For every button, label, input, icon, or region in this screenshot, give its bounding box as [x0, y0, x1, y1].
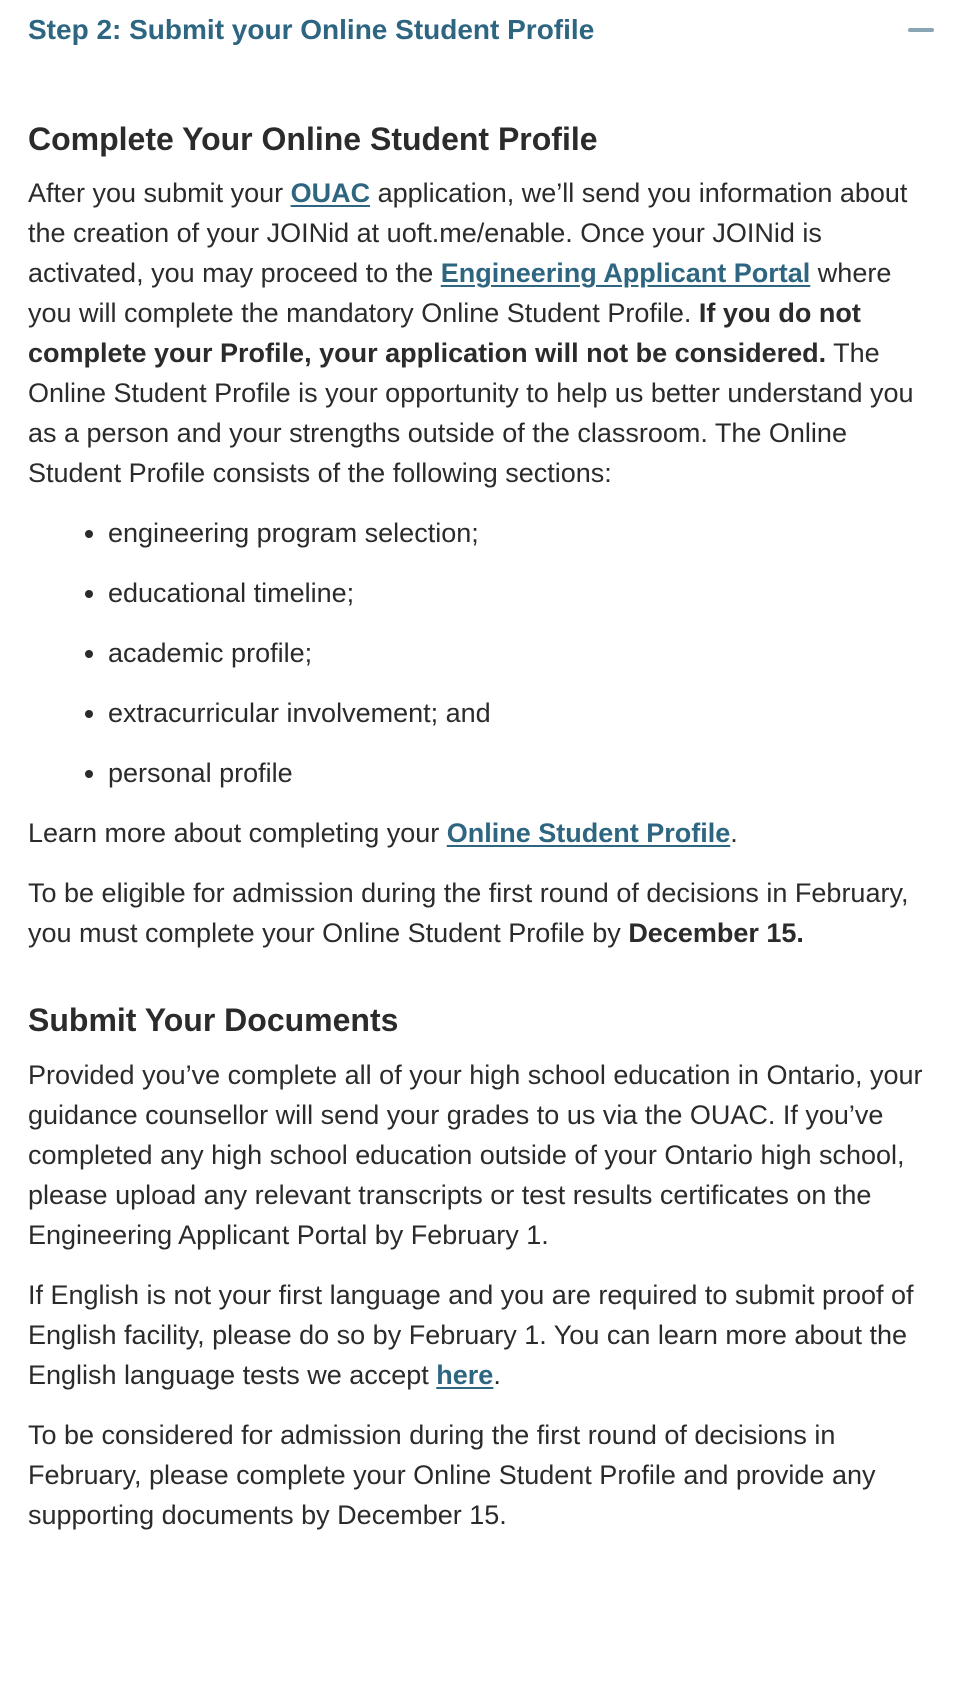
learn-more-text: Learn more about completing your [28, 818, 447, 849]
online-student-profile-link[interactable]: Online Student Profile [446, 818, 731, 849]
documents-paragraph-1: Provided you’ve complete all of your high school education in Ontario, your guidance counsellor will send your grades to us via the OUAC. If you’ve completed any high school education outside of your Ontario high school, please upload any relevant transcripts or test results certificates on the Engineering Applicant Portal by February 1. [28, 1059, 923, 1250]
documents-heading: Submit Your Documents [28, 1002, 399, 1039]
ouac-link[interactable]: OUAC [290, 178, 371, 209]
intro-text-2: application, we’ll send you information about the creation of your JOINid at uoft.me/enable. Once your JOINid is activated, you may proceed to the [28, 178, 908, 289]
accordion-content [28, 60, 930, 1535]
profile-deadline-paragraph [28, 873, 930, 953]
accordion-header[interactable] [28, 0, 930, 60]
documents-section [28, 1001, 930, 1534]
profile-section [28, 120, 930, 953]
accordion-title[interactable]: Step 2: Submit your Online Student Profile [28, 14, 595, 45]
list-item: • extracurricular involvement; and [108, 693, 930, 733]
deadline-date: December 15. [628, 918, 804, 949]
english-tests-here-link[interactable]: here [436, 1359, 494, 1390]
deadline-text: To be eligible for admission during the first round of decisions in February, you must complete your Online Student Profile by [28, 878, 909, 949]
collapse-minus-icon[interactable] [908, 28, 934, 32]
profile-heading: Complete Your Online Student Profile [28, 121, 598, 157]
intro-warning-bold: If you do not complete your Profile, your application will not be considered. [28, 298, 861, 369]
documents-paragraph-2 [28, 1275, 930, 1395]
list-item: • academic profile; [108, 633, 930, 673]
list-item: • personal profile [108, 753, 930, 793]
intro-text-3: where you will complete the mandatory Online Student Profile. [28, 258, 892, 329]
documents-paragraph-3: To be considered for admission during the first round of decisions in February, please complete your Online Student Profile and provide any supporting documents by December 15. [28, 1419, 876, 1530]
engineering-applicant-portal-link[interactable]: Engineering Applicant Portal [440, 258, 811, 289]
english-period: . [493, 1359, 501, 1390]
profile-intro-paragraph [28, 173, 930, 493]
intro-text-1: After you submit your [28, 178, 291, 209]
intro-text-4: The Online Student Profile is your opportunity to help us better understand you as a person and your strengths outside of the classroom. The Online Student Profile consists of the following sections: [28, 338, 914, 489]
learn-more-period: . [730, 818, 738, 849]
english-text: If English is not your first language and you are required to submit proof of English facility, please do so by February 1. You can learn more about the English language tests we accept [28, 1279, 914, 1390]
list-item: • engineering program selection; [108, 513, 930, 553]
learn-more-paragraph [28, 813, 930, 853]
list-item: • educational timeline; [108, 573, 930, 613]
profile-sections-list [28, 513, 930, 793]
